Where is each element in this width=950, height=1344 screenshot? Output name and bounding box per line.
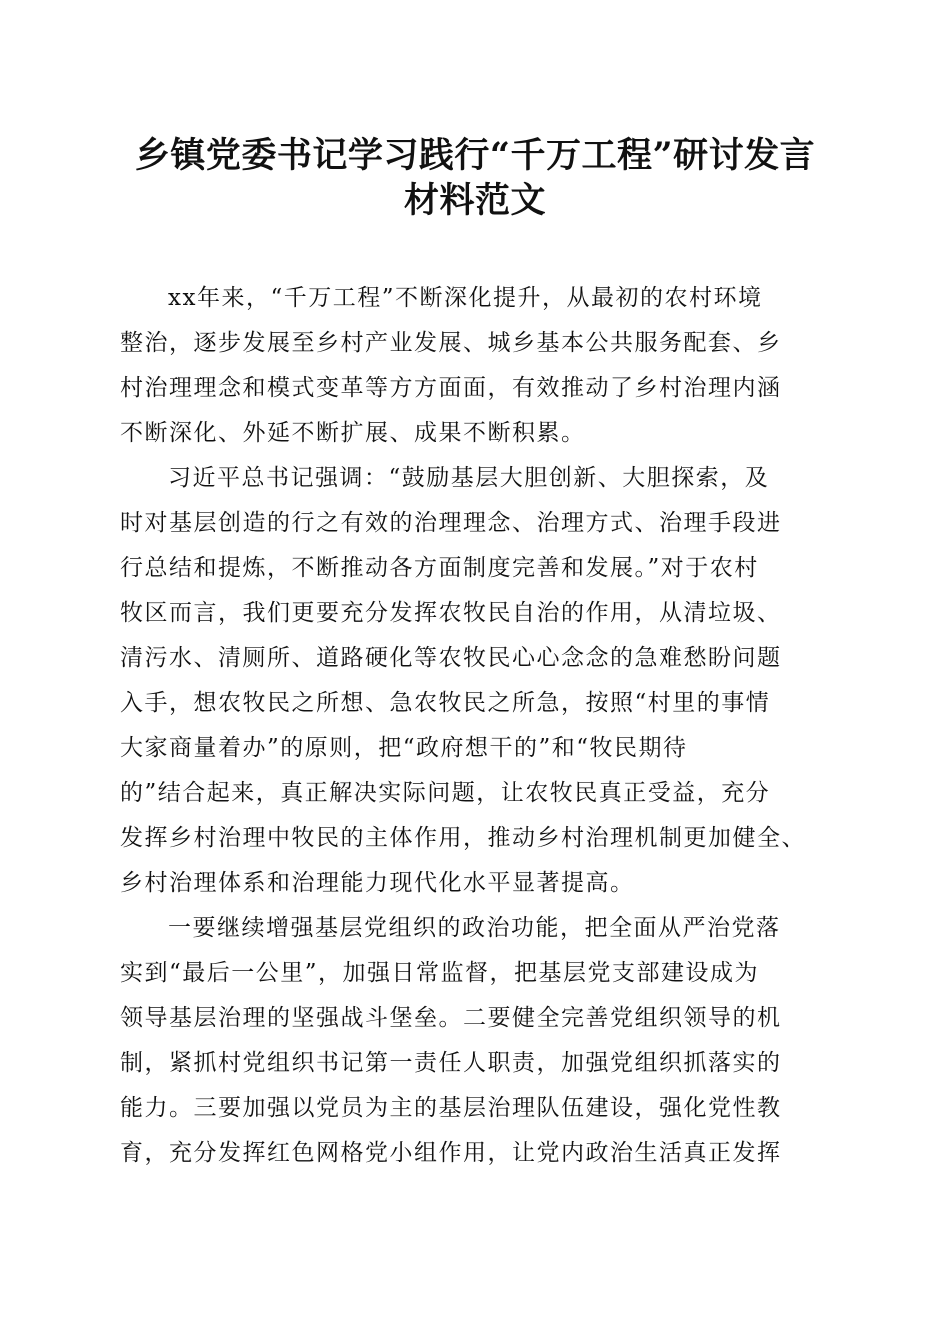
paragraph-line: 习近平总书记强调：“鼓励基层大胆创新、大胆探索，及 (168, 465, 770, 491)
paragraph-line: 村治理理念和模式变革等方方面面，有效推动了乡村治理内涵 (120, 375, 782, 401)
paragraph-line: 发挥乡村治理中牧民的主体作用，推动乡村治理机制更加健全、 (120, 825, 806, 851)
paragraph-line: 大家商量着办”的原则，把“政府想干的”和“牧民期待 (120, 735, 688, 761)
title-line-1: 乡镇党委书记学习践行“千万工程”研讨发言 (134, 135, 816, 176)
paragraph-line: 不断深化、外延不断扩展、成果不断积累。 (120, 420, 586, 446)
paragraph-line: 整治，逐步发展至乡村产业发展、城乡基本公共服务配套、乡 (120, 330, 782, 356)
paragraph-2 (120, 456, 840, 906)
paragraph-line: xx年来，“千万工程”不断深化提升，从最初的农村环境 (168, 285, 763, 311)
paragraph-line: 时对基层创造的行之有效的治理理念、治理方式、治理手段进 (120, 510, 782, 536)
document-title (100, 133, 850, 223)
paragraph-line: 入手，想农牧民之所想、急农牧民之所急，按照“村里的事情 (120, 690, 771, 716)
paragraph-line: 行总结和提炼，不断推动各方面制度完善和发展。”对于农村 (120, 555, 759, 581)
paragraph-3 (120, 906, 840, 1176)
document-body (120, 276, 840, 1176)
paragraph-line: 实到“最后一公里”，加强日常监督，把基层党支部建设成为 (120, 960, 760, 986)
paragraph-line: 一要继续增强基层党组织的政治功能，把全面从严治党落 (168, 915, 781, 941)
paragraph-line: 制，紧抓村党组织书记第一责任人职责，加强党组织抓落实的 (120, 1050, 782, 1076)
paragraph-line: 能力。三要加强以党员为主的基层治理队伍建设，强化党性教 (120, 1095, 782, 1121)
paragraph-line: 领导基层治理的坚强战斗堡垒。二要健全完善党组织领导的机 (120, 1005, 782, 1031)
paragraph-1 (120, 276, 840, 456)
paragraph-line: 清污水、清厕所、道路硬化等农牧民心心念念的急难愁盼问题 (120, 645, 782, 671)
paragraph-line: 牧区而言，我们更要充分发挥农牧民自治的作用，从清垃圾、 (120, 600, 782, 626)
paragraph-line: 育，充分发挥红色网格党小组作用，让党内政治生活真正发挥 (120, 1140, 782, 1166)
paragraph-line: 的”结合起来，真正解决实际问题，让农牧民真正受益，充分 (120, 780, 771, 806)
title-line-2: 材料范文 (403, 180, 546, 221)
paragraph-line: 乡村治理体系和治理能力现代化水平显著提高。 (120, 870, 635, 896)
